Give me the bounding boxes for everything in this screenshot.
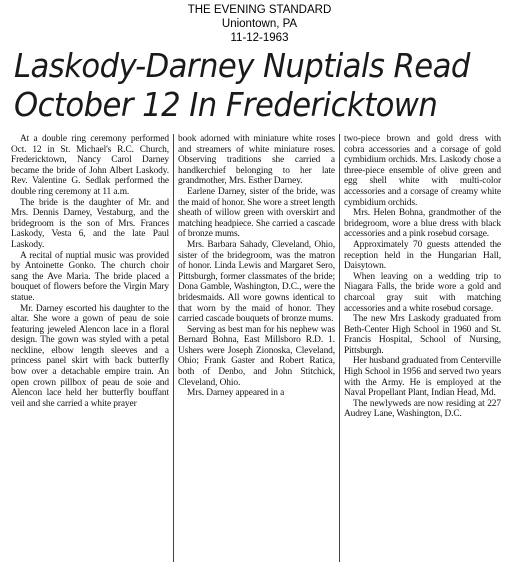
headline-line-2: October 12 In Fredericktown xyxy=(14,85,438,124)
article-paragraph: Earlene Darney, sister of the bride, was the maid of honor. She wore a street length sheath of willow green with overskirt and matching headpiece. She carried a cascade of bronze mums. xyxy=(178,186,335,240)
article-paragraph: Serving as best man for his nephew was Bernard Bohna, East Millsboro R.D. 1. Ushers were Joseph Zionoska, Cleveland, Ohio; Frank Gaster and Robert Ratica, both of Denbo, and John Stitchick, Cleveland, Ohio. xyxy=(178,324,335,388)
article-paragraph: At a double ring ceremony performed Oct. 12 in St. Michael's R.C. Church, Fredericktown, Nancy Carol Darney became the bride of John Albert Laskody. Rev. Valentine G. Sedlak performed the double ring ceremony at 11 a.m. xyxy=(11,134,169,197)
article-headline xyxy=(14,46,479,124)
newspaper-name: THE EVENING STANDARD xyxy=(187,4,332,16)
newspaper-location: Uniontown, PA xyxy=(221,18,298,30)
article-paragraph: Mrs. Helen Bohna, grandmother of the bridegroom, wore a blue dress with black accessories and a pink rosebud corsage. xyxy=(344,208,501,240)
article-paragraph: Approximately 70 guests attended the reception held in the Hungarian Hall, Daisytown. xyxy=(344,239,501,272)
publication-date: 11-12-1963 xyxy=(230,32,289,44)
article-paragraph-continued: book adorned with miniature white roses and streamers of white miniature roses. Observing traditions she carried a handkerchief belonging to her late grandmother, Mrs. Esther Darney. xyxy=(178,134,335,187)
article-paragraph: A recital of nuptial music was provided by Antoinette Gonko. The church choir sang the Ave Maria. The bride placed a bouquet of flowers before the Virgin Mary statue. xyxy=(11,250,169,303)
article-column-1 xyxy=(7,134,173,562)
article-paragraph: The new Mrs Laskody graduated from Beth-Center High School in 1960 and St. Francis Hospital, School of Nursing, Pittsburgh. xyxy=(344,314,501,356)
masthead xyxy=(0,3,519,45)
article-column-2 xyxy=(173,134,339,562)
article-paragraph: Mrs. Barbara Sahady, Cleveland, Ohio, sister of the bridegroom, was the matron of honor. Linda Lewis and Margaret Sero, Pittsburgh, former classmates of the bride; Dona Gamble, Washington, D.C., were the bridesmaids. All wore gowns identical to that worn by the maid of honor. They carried cascade bouquets of bronze mums. xyxy=(178,239,335,325)
article-paragraph: Mrs. Darney appeared in a xyxy=(187,388,285,399)
article-paragraph-continued: two-piece brown and gold dress with cobra accessories and a corsage of gold cymbidium orchids. Mrs. Laskody chose a three-piece ensemble of olive green and egg shell white with multi-color accessories and a corsage of creamy white cymbidium orchids. xyxy=(344,134,501,208)
article-paragraph: The newlyweds are now residing at 227 Audrey Lane, Washington, D.C. xyxy=(344,398,501,420)
article-paragraph: When leaving on a wedding trip to Niagara Falls, the bride wore a gold and charcoal gray suit with matching accessories and a white rosebud corsage. xyxy=(344,271,501,314)
article-paragraph: Her husband graduated from Centerville High School in 1956 and served two years with the Army. He is employed at the Naval Propellant Plant, Indian Head, Md. xyxy=(344,356,501,399)
headline-line-1: Laskody-Darney Nuptials Read xyxy=(14,46,470,85)
article-column-3 xyxy=(339,134,505,562)
article-paragraph: The bride is the daughter of Mr. and Mrs. Dennis Darney, Vestaburg, and the bridegroom is the son of Mrs. Frances Laskody, Vesta 6, and the late Paul Laskody. xyxy=(11,197,169,250)
article-paragraph: Mr. Darney escorted his daughter to the altar. She wore a gown of peau de soie featuring jeweled Alencon lace in a floral design. The gown was styled with a petal neckline, elbow length sleeves and a princess panel skirt with back butterfly bow over a detachable empire train. An open crown pillbox of peau de soie and Alencon lace held her butterfly bouffant veil and she carried a white prayer xyxy=(11,303,169,409)
article-body xyxy=(7,134,515,562)
